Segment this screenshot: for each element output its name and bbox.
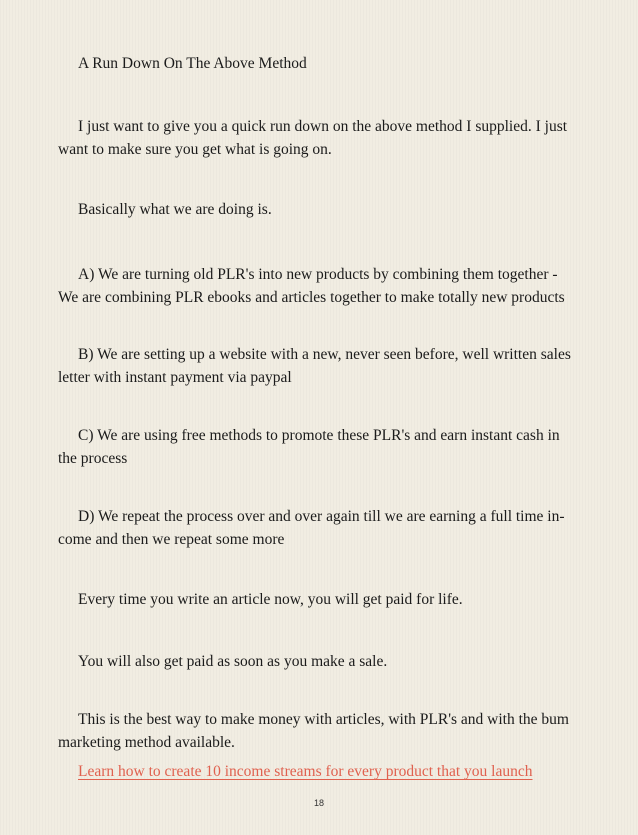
paragraph-step-a xyxy=(58,263,578,309)
paragraph-basically xyxy=(58,198,578,221)
page-number: 18 xyxy=(313,798,324,808)
paragraph-step-d xyxy=(58,505,578,551)
paragraph-line: letter with instant payment via paypal xyxy=(58,369,292,386)
paragraph-line: C) We are using free methods to promote these PLR's and earn instant cash in xyxy=(78,427,560,444)
paragraph-line: I just want to give you a quick run down on the above method I supplied. I just xyxy=(78,118,568,135)
paragraph-line: want to make sure you get what is going on. xyxy=(58,141,332,158)
paragraph-step-c xyxy=(58,424,578,470)
paragraph-line: the process xyxy=(58,450,128,467)
paragraph-line: You will also get paid as soon as you make a sale. xyxy=(78,653,388,670)
paragraph-line: We are combining PLR ebooks and articles together to make totally new products xyxy=(58,289,565,306)
section-heading xyxy=(58,52,578,75)
paragraph-line: This is the best way to make money with articles, with PLR's and with the bum xyxy=(78,711,569,728)
section-heading-text: A Run Down On The Above Method xyxy=(78,55,307,72)
paragraph-line: A) We are turning old PLR's into new products by combining them together - xyxy=(78,266,558,283)
paragraph-paid-for-life xyxy=(58,588,578,611)
paragraph-best-way xyxy=(58,708,578,754)
paragraph-line: B) We are setting up a website with a new, never seen before, well written sales xyxy=(78,346,571,363)
paragraph-paid-on-sale xyxy=(58,650,578,673)
paragraph-line: come and then we repeat some more xyxy=(58,531,285,548)
paragraph-line: Every time you write an article now, you will get paid for life. xyxy=(78,591,463,608)
paragraph-line: Basically what we are doing is. xyxy=(78,201,272,218)
paragraph-step-b xyxy=(58,343,578,389)
paragraph-intro xyxy=(58,115,578,161)
income-streams-link-line xyxy=(58,760,578,783)
paragraph-line: D) We repeat the process over and over again till we are earning a full time in- xyxy=(78,508,565,525)
income-streams-link[interactable]: Learn how to create 10 income streams for every product that you launch xyxy=(78,763,533,780)
paragraph-line: marketing method available. xyxy=(58,734,235,751)
